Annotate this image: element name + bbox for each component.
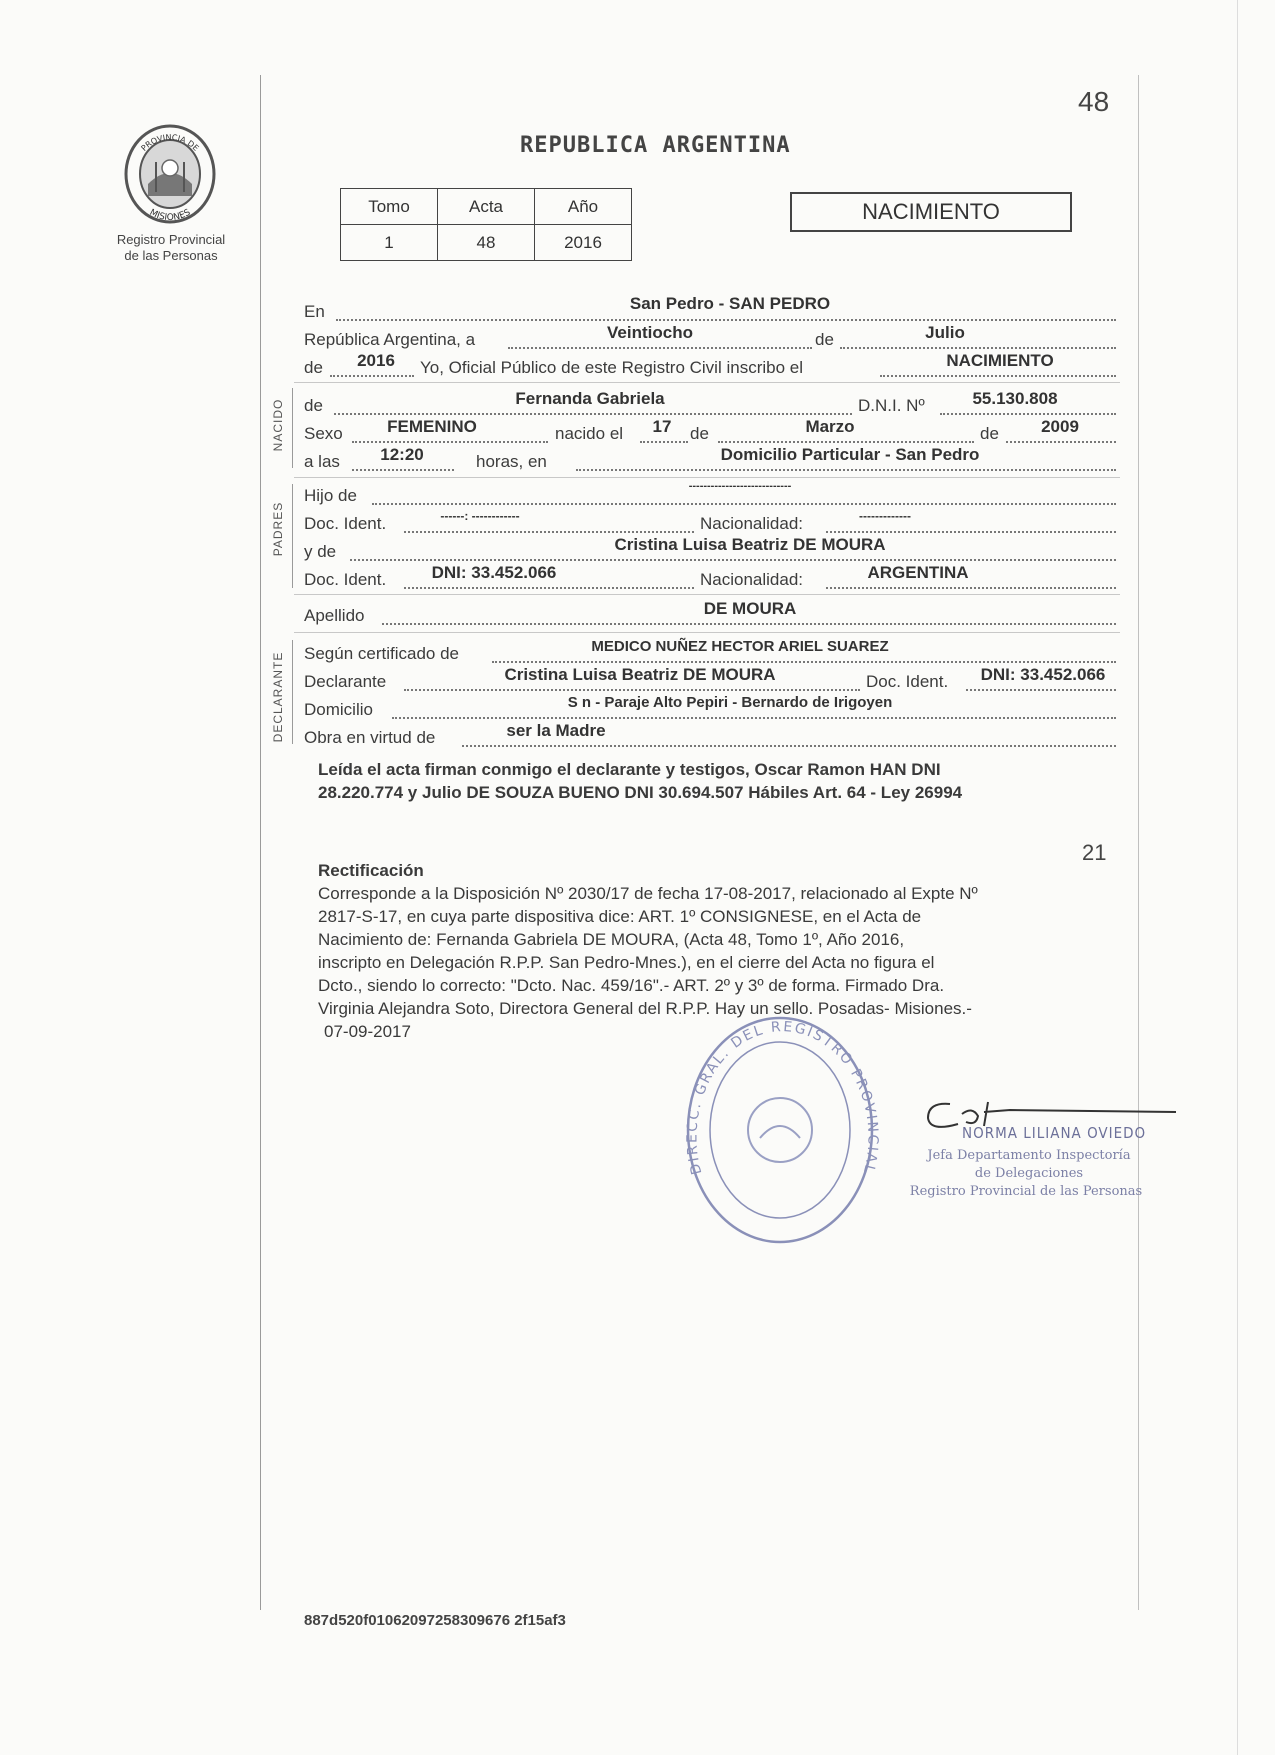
en-label: En <box>304 302 325 321</box>
header-tomo: Tomo <box>341 189 438 225</box>
header-title: REPUBLICA ARGENTINA <box>520 133 791 158</box>
decl-doc-label: Doc. Ident. <box>866 672 949 691</box>
rect-line-5: Dcto., siendo lo correcto: "Dcto. Nac. 459/16".- ART. 2º y 3º de forma. Firmado Dra. <box>318 976 945 995</box>
declarante-label: Declarante <box>304 672 387 691</box>
registry-table <box>340 188 632 261</box>
hijo-dots <box>372 502 1116 505</box>
doc-type-box: NACIMIENTO <box>790 192 1072 232</box>
certificado-value: MEDICO NUÑEZ HECTOR ARIEL SUAREZ <box>591 638 889 655</box>
value-anio: 2016 <box>535 225 632 261</box>
domicilio-dots <box>392 716 1116 719</box>
de2-label: de <box>304 358 323 377</box>
nacido-bracket <box>292 388 293 468</box>
nac-anio-dots <box>1006 440 1116 443</box>
signature-name: NORMA LILIANA OVIEDO <box>962 1124 1147 1142</box>
sexo-dots <box>352 440 548 443</box>
dni-value: 55.130.808 <box>972 389 1058 408</box>
certificado-label: Según certificado de <box>304 644 459 663</box>
nombre-value: Fernanda Gabriela <box>515 389 665 408</box>
nac-de2-label: de <box>980 424 999 443</box>
rect-line-6: Virginia Alejandra Soto, Directora General del R.P.P. Hay un sello. Posadas- Misiones.- <box>318 999 972 1018</box>
header-acta: Acta <box>438 189 535 225</box>
tipo-value: NACIMIENTO <box>946 351 1054 370</box>
nac-anio-value: 2009 <box>1041 417 1079 436</box>
domicilio-value: S n - Paraje Alto Pepiri - Bernardo de Irigoyen <box>567 694 893 711</box>
doc1-value: ------: ------------ <box>440 509 520 523</box>
doc2-label: Doc. Ident. <box>304 570 387 589</box>
section-divider-4 <box>294 632 1120 633</box>
doc1-dots <box>404 530 694 533</box>
lugar-value: Domicilio Particular - San Pedro <box>720 445 980 464</box>
en-value: San Pedro - SAN PEDRO <box>629 294 831 313</box>
official-stamp-icon <box>680 1010 880 1250</box>
seal-emblem-icon <box>118 122 222 226</box>
svg-text:DIRECC. GRAL. DEL REGISTRO PRO: DIRECC. GRAL. DEL REGISTRO PROVINCIAL <box>684 1018 880 1177</box>
nac-mes-value: Marzo <box>805 417 855 436</box>
declarante-value: Cristina Luisa Beatriz DE MOURA <box>504 665 776 684</box>
horas-en-label: horas, en <box>476 452 547 471</box>
apellido-value: DE MOURA <box>703 599 797 618</box>
nac-mes-dots <box>718 440 974 443</box>
section-divider-1 <box>294 382 1120 383</box>
rect-line-4: inscripto en Delegación R.P.P. San Pedro-Mnes.), en el cierre del Acta no figura el <box>318 953 935 972</box>
mes-value: Julio <box>925 323 965 342</box>
nac1-label: Nacionalidad: <box>700 514 804 533</box>
closing-line-1: Leída el acta firman conmigo el declarante y testigos, Oscar Ramon HAN DNI <box>318 760 941 779</box>
dni-dots <box>940 412 1116 415</box>
sexo-label: Sexo <box>304 424 343 443</box>
padres-bracket <box>292 484 293 588</box>
hora-dots <box>352 468 454 471</box>
rect-number: 21 <box>1082 840 1107 865</box>
nac2-dots <box>826 586 1116 589</box>
anio-dots <box>330 374 414 377</box>
hijo-value: ---------------------------- <box>688 480 792 492</box>
signature-line-4: Registro Provincial de las Personas <box>909 1184 1143 1199</box>
en-dots <box>336 318 1116 321</box>
tipo-dots <box>880 374 1116 377</box>
de-label: de <box>815 330 834 349</box>
seal-caption-2: de las Personas <box>124 248 218 263</box>
seal-caption-1: Registro Provincial <box>116 232 226 247</box>
declarante-side-label: DECLARANTE <box>271 651 285 743</box>
decl-doc-dots <box>966 688 1116 691</box>
document-hash: 887d520f01062097258309676 2f15af3 <box>304 1612 566 1629</box>
svg-text:PROVINCIA DE: PROVINCIA DE <box>139 132 201 153</box>
sexo-value: FEMENINO <box>387 417 477 436</box>
nac1-dots <box>826 530 1116 533</box>
doc2-dots <box>404 586 694 589</box>
signature-line-3: de Delegaciones <box>974 1166 1084 1181</box>
nac2-label: Nacionalidad: <box>700 570 804 589</box>
republica-dots <box>508 346 812 349</box>
rect-line-7: 07-09-2017 <box>324 1022 411 1041</box>
nac-de-label: de <box>690 424 709 443</box>
dni-label: D.N.I. Nº <box>858 396 925 415</box>
nac-dia-value: 17 <box>652 417 672 436</box>
left-margin-line <box>260 75 261 1610</box>
apellido-label: Apellido <box>304 606 365 625</box>
declarante-dots <box>404 688 860 691</box>
domicilio-label: Domicilio <box>304 700 373 719</box>
madre-value: Cristina Luisa Beatriz DE MOURA <box>614 535 886 554</box>
madre-dots <box>350 558 1116 561</box>
mes-dots <box>840 346 1116 349</box>
value-tomo: 1 <box>341 225 438 261</box>
anio-value: 2016 <box>357 351 395 370</box>
page-edge-line <box>1237 0 1238 1755</box>
padres-side-label: PADRES <box>271 501 285 557</box>
certificado-dots <box>492 660 1116 663</box>
nombre-dots <box>334 412 852 415</box>
yde-label: y de <box>304 542 337 561</box>
lugar-dots <box>576 468 1116 471</box>
nac-dia-dots <box>640 440 688 443</box>
rect-line-3: Nacimiento de: Fernanda Gabriela DE MOURA, (Acta 48, Tomo 1º, Año 2016, <box>318 930 905 949</box>
decl-doc-value: DNI: 33.452.066 <box>980 665 1106 684</box>
rect-title: Rectificación <box>318 861 424 880</box>
svg-text:MISIONES: MISIONES <box>147 207 193 224</box>
doc2-value: DNI: 33.452.066 <box>431 563 557 582</box>
hora-value: 12:20 <box>380 445 424 464</box>
republica-label: República Argentina, a <box>304 330 476 349</box>
right-margin-line <box>1138 75 1139 1610</box>
nacido-de-label: de <box>304 396 323 415</box>
section-divider-2 <box>294 477 1120 478</box>
page-number: 48 <box>1078 86 1110 117</box>
alas-label: a las <box>304 452 340 471</box>
oficial-label: Yo, Oficial Público de este Registro Civil inscribo el <box>420 358 803 377</box>
province-seal <box>118 122 222 226</box>
declarante-bracket <box>292 640 293 744</box>
doc1-label: Doc. Ident. <box>304 514 387 533</box>
rect-line-2: 2817-S-17, en cuya parte dispositiva dice: ART. 1º CONSIGNESE, en el Acta de <box>318 907 922 926</box>
apellido-dots <box>382 622 1116 625</box>
closing-line-2: 28.220.774 y Julio DE SOUZA BUENO DNI 30.694.507 Hábiles Art. 64 - Ley 26994 <box>318 783 963 802</box>
nacido-side-label: NACIDO <box>271 398 285 452</box>
obra-label: Obra en virtud de <box>304 728 436 747</box>
dia-value: Veintiocho <box>607 323 693 342</box>
hijo-label: Hijo de <box>304 486 357 505</box>
nacido-el-label: nacido el <box>555 424 624 443</box>
nac2-value: ARGENTINA <box>867 563 969 582</box>
header-anio: Año <box>535 189 632 225</box>
value-acta: 48 <box>438 225 535 261</box>
rect-line-1: Corresponde a la Disposición Nº 2030/17 de fecha 17-08-2017, relacionado al Expte Nº <box>318 884 978 903</box>
obra-dots <box>462 744 1116 747</box>
official-stamp <box>680 1010 880 1250</box>
obra-value: ser la Madre <box>506 721 606 740</box>
section-divider-3 <box>294 594 1120 595</box>
signature-line-2: Jefa Departamento Inspectoría <box>927 1148 1131 1163</box>
nac1-value: ------------- <box>859 509 911 523</box>
